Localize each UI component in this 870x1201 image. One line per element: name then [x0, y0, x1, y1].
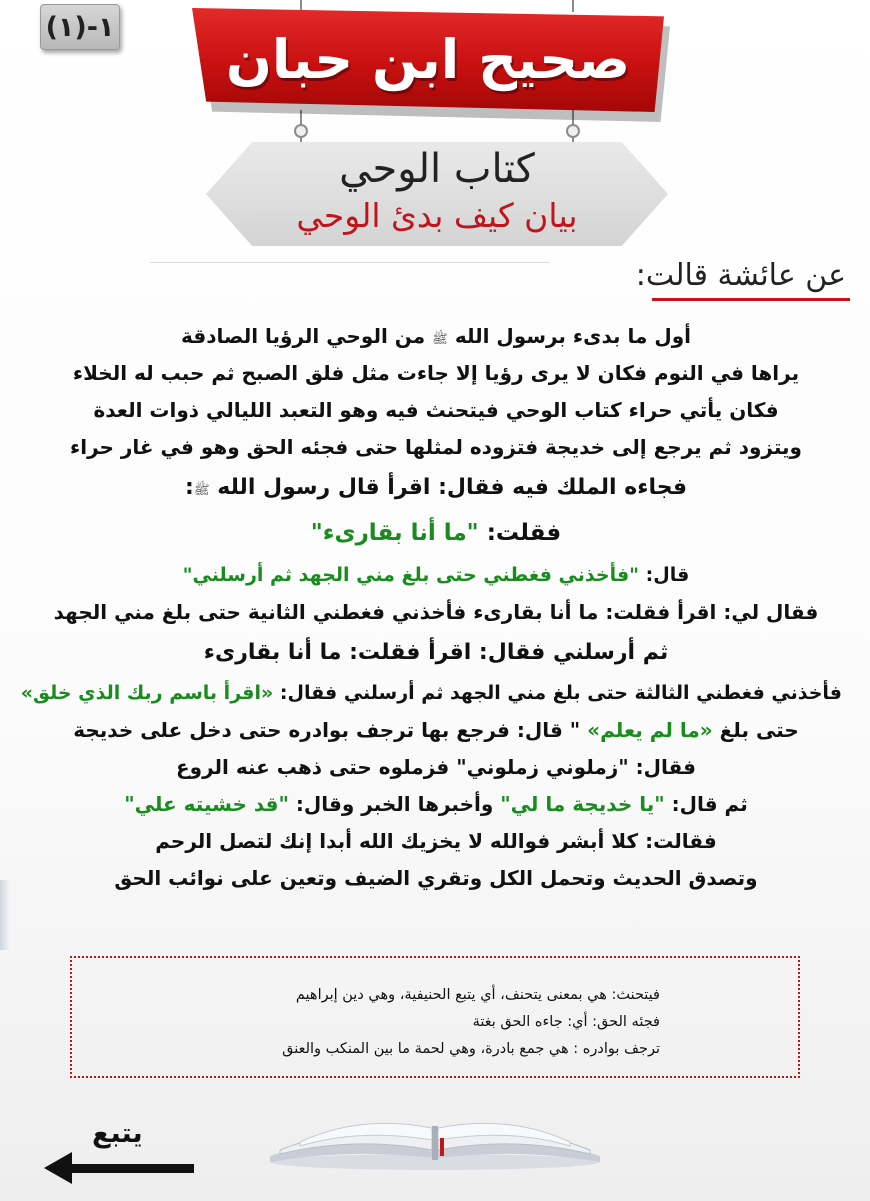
hex-ring-left [294, 124, 308, 138]
narrator-underline [652, 298, 850, 301]
glossary-note: فجئه الحق: أي: جاءه الحق بغتة [472, 1014, 660, 1030]
hadith-line: فقال لي: اقرأ فقلت: ما أنا بقارىء فأخذني فغطني الثانية حتى بلغ مني الجهد [53, 600, 819, 624]
hadith-line: فأخذني فغطني الثالثة حتى بلغ مني الجهد ثم أرسلني فقال: «اقرأ باسم ربك الذي خلق» [20, 682, 842, 704]
hadith-line: فقالت: كلا أبشر فوالله لا يخزيك الله أبدا إنك لتصل الرحم [155, 829, 717, 853]
hadith-line: فقال: "زملوني زملوني" فزملوه حتى ذهب عنه الروع [175, 755, 697, 779]
hadith-text [20, 318, 842, 897]
quote: "يا خديجة ما لي" [500, 792, 665, 816]
continue-label[interactable]: يتبع [92, 1118, 143, 1149]
honorific: ﷺ [193, 483, 210, 498]
banner-title: صحيح ابن حبان [225, 28, 631, 91]
chapter-title: بيان كيف بدئ الوحي [296, 196, 578, 235]
hadith-line: حتى بلغ «ما لم يعلم» " قال: فرجع بها ترجف بوادره حتى دخل على خديجة [73, 718, 799, 742]
quran-quote: «اقرأ باسم ربك الذي خلق» [20, 682, 274, 704]
hadith-line: فجاءه الملك فيه فقال: اقرأ قال رسول الله ﷺ: [185, 475, 687, 500]
quran-quote: «ما لم يعلم» [587, 718, 713, 742]
honorific: ﷺ [432, 332, 448, 347]
hex-ring-right [566, 124, 580, 138]
page-number: (١)-١ [45, 11, 115, 43]
hadith-line: فكان يأتي حراء كتاب الوحي فيتحنث فيه وهو التعبد الليالي ذوات العدة [93, 398, 779, 422]
title-banner [192, 8, 664, 120]
narrator: عن عائشة قالت: [635, 258, 846, 293]
hadith-line: وتصدق الحديث وتحمل الكل وتقري الضيف وتعين على نوائب الحق [114, 866, 758, 890]
glossary-box [70, 956, 800, 1078]
hadith-line: ثم أرسلني فقال: اقرأ فقلت: ما أنا بقارىء [203, 640, 669, 665]
hadith-line: أول ما بدىء برسول الله ﷺ من الوحي الرؤيا الصادقة [181, 324, 691, 348]
hadith-line: يراها في النوم فكان لا يرى رؤيا إلا جاءت مثل فلق الصبح ثم حبب له الخلاء [72, 361, 800, 385]
divider [150, 262, 550, 263]
quote: "ما أنا بقارىء" [310, 520, 479, 546]
hadith-line: ثم قال: "يا خديجة ما لي" وأخبرها الخبر وقال: "قد خشيته علي" [124, 792, 748, 816]
open-book-icon [260, 1090, 610, 1170]
glossary-note: ترجف بوادره : هي جمع بادرة، وهي لحمة ما بين المنكب والعنق [282, 1041, 660, 1057]
hadith-line: فقلت: "ما أنا بقارىء" [310, 520, 562, 546]
book-title: كتاب الوحي [339, 146, 535, 192]
arrow-head[interactable] [44, 1152, 72, 1184]
glossary-note: فيتحنث: هي بمعنى يتحنف، أي يتبع الحنيفية، وهي دين إبراهيم [295, 987, 660, 1003]
hadith-line: ويتزود ثم يرجع إلى خديجة فتزوده لمثلها حتى فجئه الحق وهو في غار حراء [70, 435, 802, 459]
decorative-stripe [0, 880, 10, 950]
quote: "قد خشيته علي" [124, 792, 289, 816]
arrow-left-icon[interactable] [66, 1164, 194, 1173]
hadith-line: قال: "فأخذني فغطني حتى بلغ مني الجهد ثم أرسلني" [182, 564, 690, 586]
quote: "فأخذني فغطني حتى بلغ مني الجهد ثم أرسلني" [182, 564, 640, 586]
page-number-badge [40, 4, 120, 50]
